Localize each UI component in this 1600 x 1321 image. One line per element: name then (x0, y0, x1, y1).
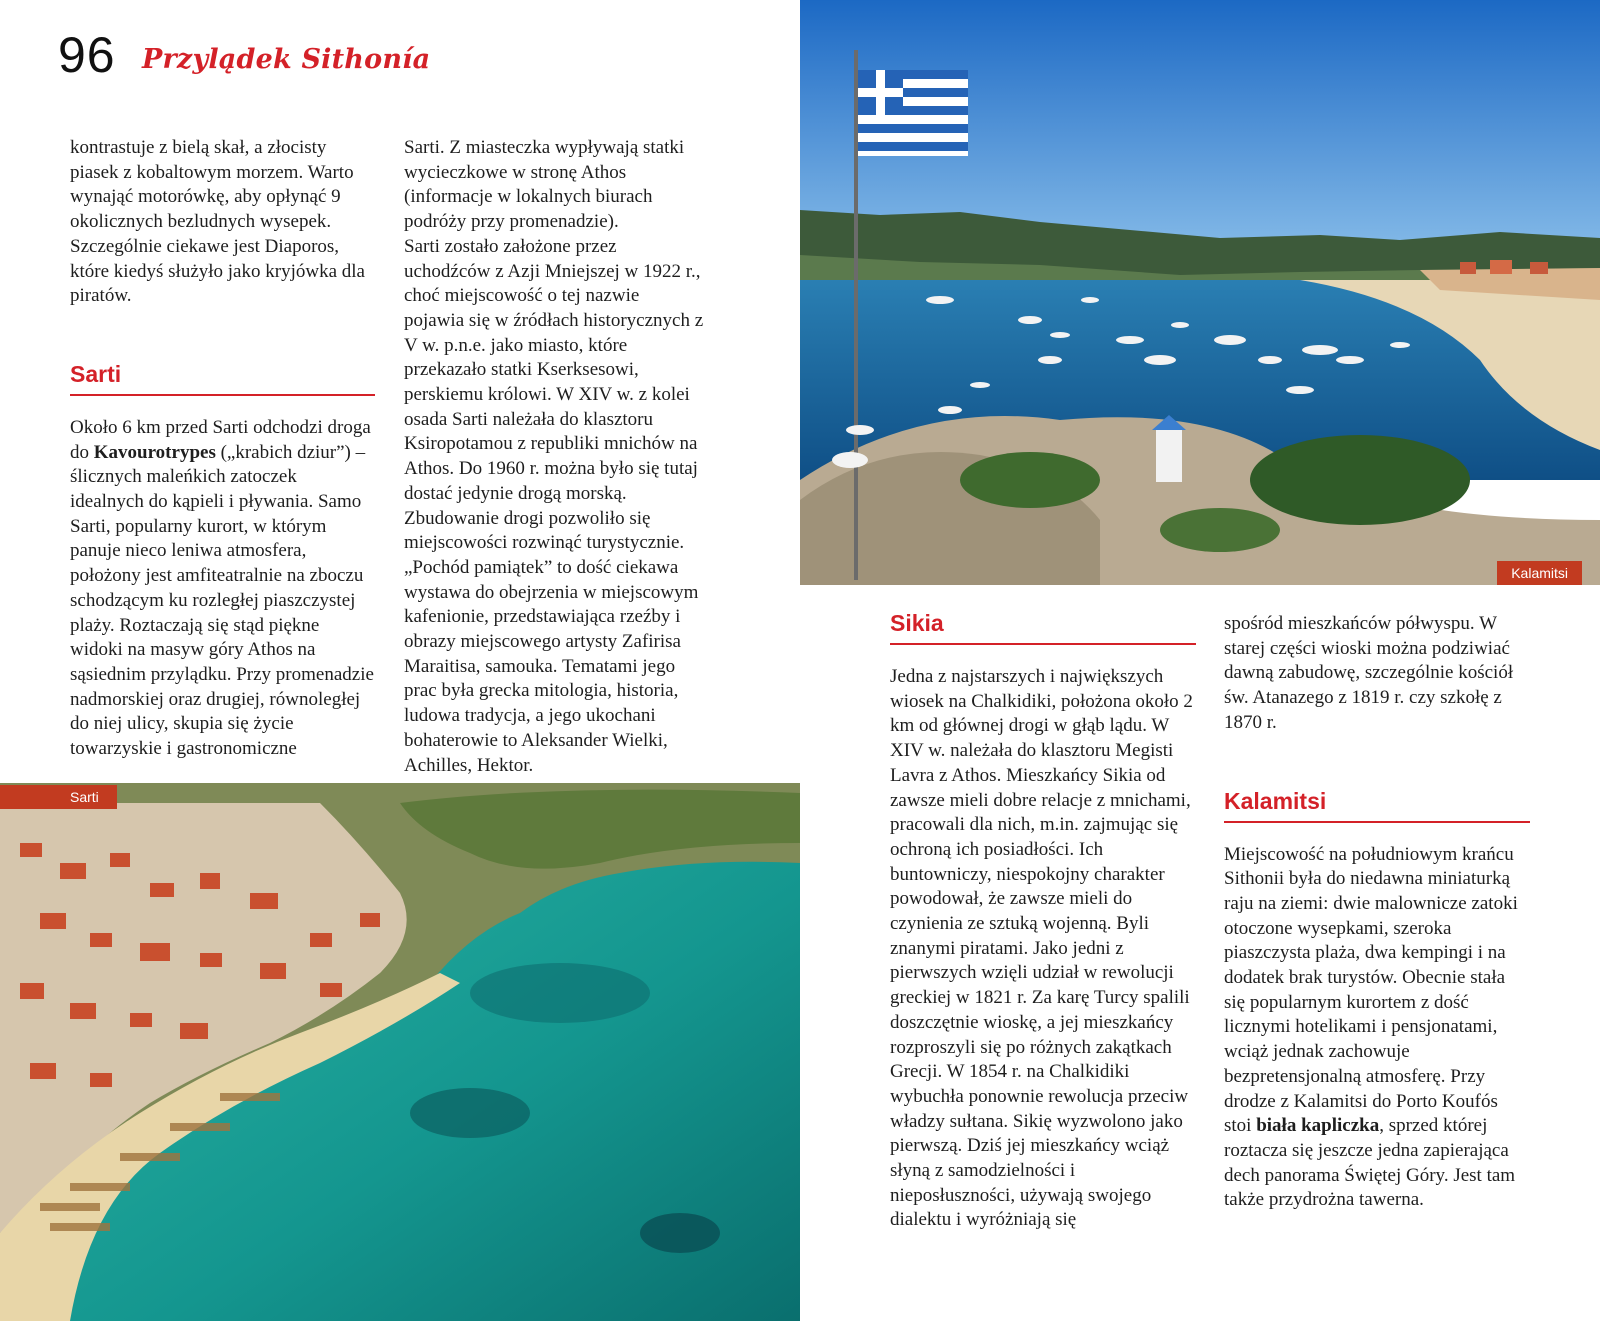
sarti-caption: Sarti (0, 785, 117, 809)
column-1 (70, 136, 379, 762)
sarti-paragraph (70, 416, 379, 762)
intro-paragraph: kontrastuje z bielą skał, a złocisty piasek z kobaltowym morzem. Warto wynająć motorówkę, aby opłynąć 9 okolicznych bezludnych wysepek. Szczególnie ciekawe jest Diaporos, które kiedyś służyło jako kryjówka dla piratów. (70, 137, 365, 307)
biala-kapliczka-bold: biała kapliczka (1256, 1115, 1380, 1137)
chapter-title: Przylądek Sithonía (142, 44, 431, 75)
sarti-text-rest: („krabich dziur”) – ślicznych maleńkich zatoczek idealnych do kąpieli i pływania. Samo Sarti, popularny kurort, w którym panuje nieco leniwa atmosfera, położony jest amfiteatralnie na zboczu schodzącym ku rozległej piaszczystej plaży. Roztaczają się stąd piękne widoki na masyw góry Athos na sąsiednim przylądku. Przy promenadzie nadmorskiej oraz drugiej, równoległej do niej ulicy, skupia się życie towarzyskie i gastronomiczne (70, 441, 379, 760)
sarti-photo (0, 783, 800, 1321)
column-3 (890, 612, 1196, 1233)
kalamitsi-caption: Kalamitsi (1497, 561, 1582, 585)
kalamitsi-text-start: Miejscowość na południowym krańcu Sithonii była do niedawna miniaturką raju na ziemi: dwie malownicze zatoki otoczone wysepkami, szeroka piaszczysta plaża, dwa kempingi i na dodatek brak turystów. Obecnie stała się popularnym kurortem z dość licznymi hotelikami i pensjonatami, wciąż jednak zachowuje bezpretensjonalną atmosferę. Przy drodze z Kalamitsi do Porto Koufós stoi (1224, 843, 1523, 1137)
section-heading-sikia: Sikia (890, 612, 1196, 645)
sarti-continued-paragraph: Sarti. Z miasteczka wypływają statki wycieczkowe w stronę Athos (informacje w lokalnych biurach podróży przy promenadzie). Sarti zostało założone przez uchodźców z Azji Mniejszej w 1922 r., choć miejscowość o tej nazwie pojawia się w źródłach historycznych z V w. p.n.e. jako miasto, które przekazało statki Kserksesowi, perskiemu królowi. W XIV w. z kolei osada Sarti należała do klasztoru Ksiropotamou z republiki mnichów na Athos. Do 1960 r. można było się tutaj dostać jedynie drogą morską. Zbudowanie drogi pozwoliło się miejscowości rozwinąć turystycznie. „Pochód pamiątek” to dość ciekawa wystawa do obejrzenia w miejscowym kafenionie, przedstawiająca rzeźby i obrazy miejscowego artysty Zafirisa Maraitisa, samouka. Tematami jego prac była grecka mitologia, historia, ludowa tradycja, a jego ukochani bohaterowie to Aleksander Wielki, Achilles, Hektor. (404, 137, 704, 776)
column-4 (1224, 612, 1530, 1213)
column-2 (404, 136, 704, 778)
page-number: 96 (58, 27, 116, 83)
sarti-text-start: Około 6 km przed Sarti odchodzi droga do (70, 416, 376, 463)
sarti-photo-art (0, 783, 800, 1321)
kalamitsi-text-rest: , sprzed której roztacza się jeszcze jedna zapierająca dech panorama Świętej Góry. Jest tam także przydrożna tawerna. (1224, 1115, 1520, 1211)
kalamitsi-paragraph (1224, 843, 1530, 1214)
sikia-paragraph: Jedna z najstarszych i największych wiosek na Chalkidiki, położona około 2 km od głównej drogi w głąb lądu. W XIV w. należała do klasztoru Megisti Lavra z Athos. Mieszkańcy Sikia od zawsze mieli dobre relacje z mnichami, pracowali dla nich, m.in. zajmując się ochroną ich posiadłości. Ich buntowniczy, niespokojny charakter powodował, że zawsze mieli do czynienia ze sztuką wojenną. Byli znanymi piratami. Jako jedni z pierwszych wzięli udział w rewolucji greckiej w 1821 r. Za karę Turcy spalili doszczętnie wioskę, a jej mieszkańcy rozproszyli się po różnych zakątkach Grecji. W 1854 r. na Chalkidiki wybuchła ponownie rewolucja przeciw władzy sułtana. Sikię wyzwolono jako pierwszą. Dziś jej mieszkańcy wciąż słyną z samodzielności i nieposłuszności, używają swojego dialektu i wyróżniają się (890, 666, 1193, 1231)
section-heading-kalamitsi: Kalamitsi (1224, 790, 1530, 823)
kalamitsi-photo (800, 0, 1600, 585)
kavourotrypes-bold: Kavourotrypes (93, 441, 216, 463)
section-heading-sarti: Sarti (70, 363, 375, 396)
sikia-continued-paragraph: spośród mieszkańców półwyspu. W starej części wioski można podziwiać dawną zabudowę, szczególnie kościół św. Atanazego z 1819 r. czy szkołę z 1870 r. (1224, 613, 1514, 733)
kalamitsi-photo-art (800, 0, 1600, 585)
